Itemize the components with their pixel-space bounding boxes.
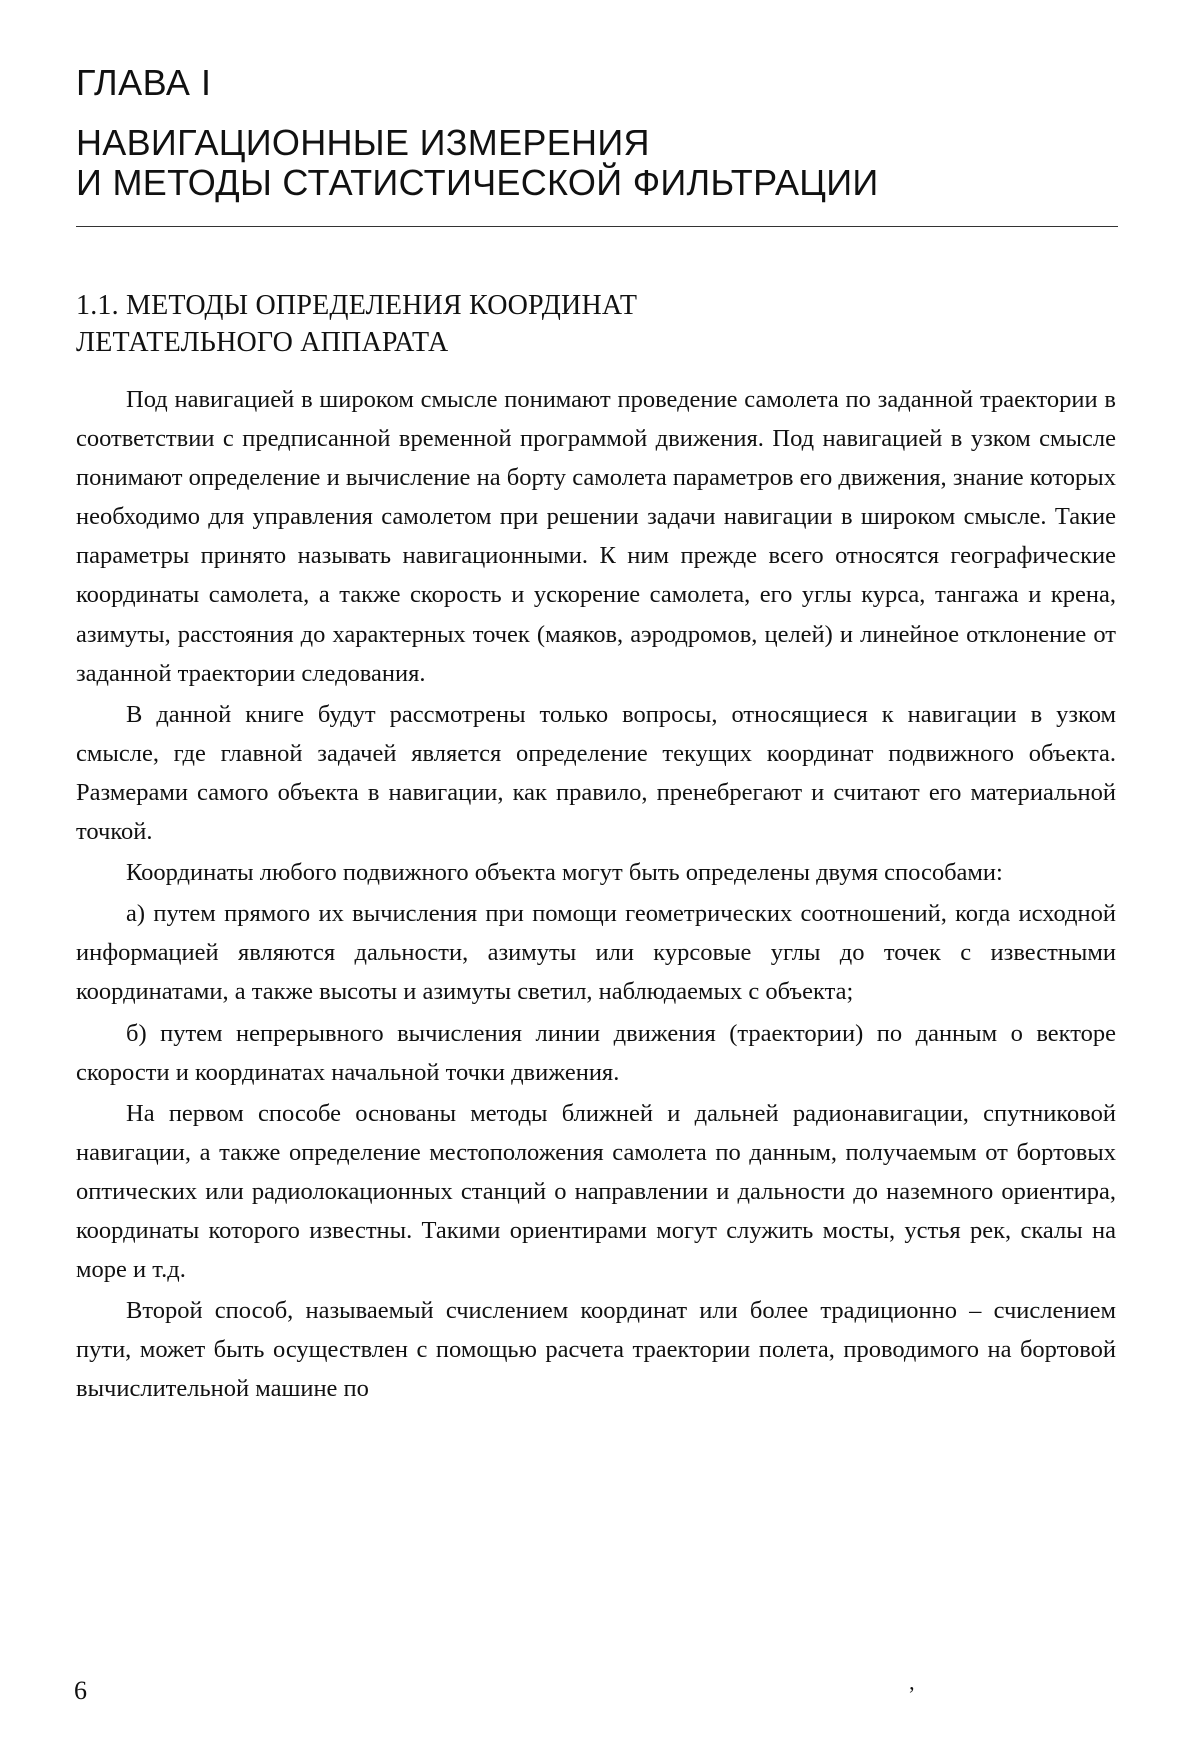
chapter-title [76,123,879,203]
paragraph: Второй способ, называемый счислением координат или более традиционно – счислением пути, может быть осуществлен с помощью расчета траектории полета, проводимого на бортовой вычислительной машине по [76,1297,1116,1403]
list-item-b: б) путем непрерывного вычисления линии движения (траектории) по данным о векторе скорости и координатах начальной точки движения. [76,1019,1116,1086]
section-title-line: ЛЕТАТЕЛЬНОГО АППАРАТА [76,327,449,358]
chapter-label: ГЛАВА I [76,62,212,103]
body-text [76,380,1116,1410]
paragraph: Под навигацией в широком смысле понимают проведение самолета по заданной траектории в соответствии с предписанной временной программой движения. Под навигацией в узком смысле понимают определение и вычисление на борту самолета параметров его движения, знание которых необходимо для управления самолетом при решении задачи навигации в широком смысле. Такие параметры принято называть навигационными. К ним прежде всего относятся географические координаты самолета, а также скорость и ускорение самолета, его углы курса, тангажа и крена, азимуты, расстояния до характерных точек (маяков, аэродромов, целей) и линейное отклонение от заданной траектории следования. [76,386,1116,687]
section-title [76,287,637,361]
paragraph: Координаты любого подвижного объекта могут быть определены двумя способами: [126,859,1003,887]
chapter-divider [76,226,1118,227]
list-item-a: а) путем прямого их вычисления при помощи геометрических соотношений, когда исходной информацией являются дальности, азимуты или курсовые углы до точек с известными координатами, а также высоты и азимуты светил, наблюдаемых с объекта; [76,900,1116,1006]
stray-mark: ʼ [908,1682,916,1707]
chapter-title-line: НАВИГАЦИОННЫЕ ИЗМЕРЕНИЯ [76,122,650,163]
paragraph: В данной книге будут рассмотрены только вопросы, относящиеся к навигации в узком смысле, где главной задачей является определение текущих координат подвижного объекта. Размерами самого объекта в навигации, как правило, пренебрегают и считают его материальной точкой. [76,700,1116,846]
page-number: 6 [74,1676,87,1705]
chapter-title-line: И МЕТОДЫ СТАТИСТИЧЕСКОЙ ФИЛЬТРАЦИИ [76,162,879,203]
section-title-line: 1.1. МЕТОДЫ ОПРЕДЕЛЕНИЯ КООРДИНАТ [76,290,638,321]
paragraph: На первом способе основаны методы ближней и дальней радионавигации, спутниковой навигации, а также определение местоположения самолета по данным, получаемым от бортовых оптических или радиолокационных станций о направлении и дальности до наземного ориентира, координаты которого известны. Такими ориентирами могут служить мосты, устья рек, скалы на море и т.д. [76,1099,1116,1284]
